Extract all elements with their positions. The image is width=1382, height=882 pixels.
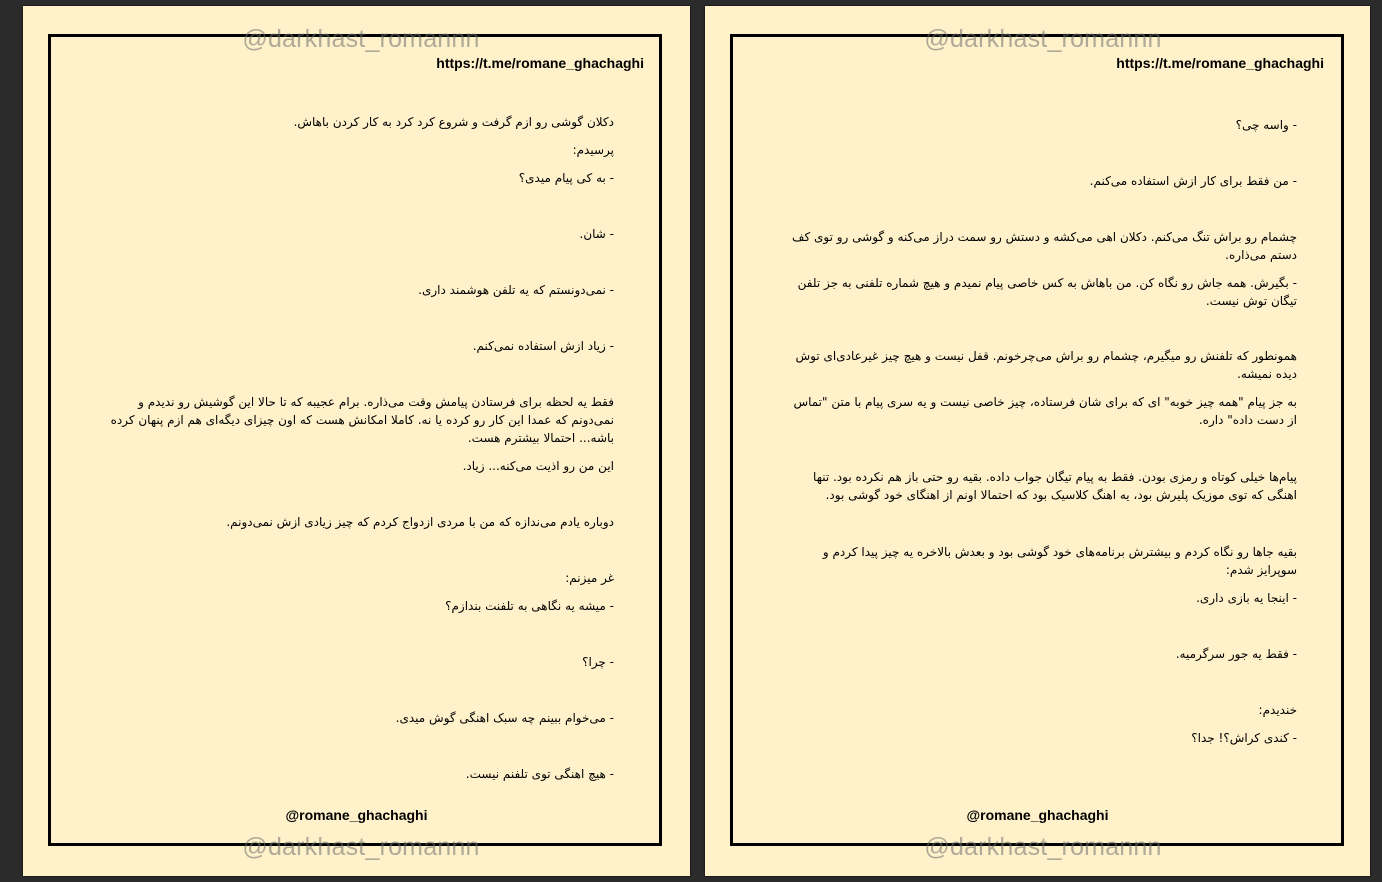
paragraph: - هیچ اهنگی توی تلفنم نیست.	[465, 767, 614, 781]
left-page	[23, 6, 690, 876]
paragraph: - شان.	[579, 227, 614, 241]
paragraph: دوباره یادم می‌ندازه که من با مردی ازدواج کردم که چیز زیادی ازش نمی‌دونم.	[226, 515, 614, 529]
paragraph: غر میزنم:	[565, 571, 614, 585]
watermark-top: @darkhast_romannn	[242, 25, 480, 53]
paragraph: پیام‌ها خیلی کوتاه و رمزی بودن. فقط به پیام تیگان جواب داده. بقیه رو حتی باز هم نکرده بود. تنها اهنگی که توی موزیک پلیرش بود، یه اهنگ کلاسیک بود که احتمالا اونم از اهنگای خود گوشی بود.	[813, 470, 1297, 502]
right-page	[705, 6, 1370, 876]
paragraph: خندیدم:	[1258, 703, 1297, 717]
paragraph: - زیاد ازش استفاده نمی‌کنم.	[472, 339, 614, 353]
watermark-bottom: @darkhast_romannn	[242, 833, 480, 861]
paragraph: دکلان گوشی رو ازم گرفت و شروع کرد کرد به کار کردن باهاش.	[293, 115, 614, 129]
paragraph: - واسه چی؟	[1235, 118, 1297, 132]
paragraph: - چرا؟	[582, 655, 614, 669]
paragraph: بقیه جاها رو نگاه کردم و بیشترش برنامه‌های خود گوشی بود و بعدش بالاخره یه چیز پیدا کردم و سوپرایز شدم:	[822, 545, 1297, 577]
paragraph: - من فقط برای کار ازش استفاده می‌کنم.	[1089, 174, 1297, 188]
paragraph: - می‌خوام ببینم چه سبک اهنگی گوش میدی.	[395, 711, 614, 725]
paragraph: - بگیرش. همه جاش رو نگاه کن. من باهاش به کس خاصی پیام نمیدم و هیچ شماره تلفنی به جز تلفن تیگان توش نیست.	[797, 276, 1297, 308]
paragraph: فقط یه لحظه برای فرستادن پیامش وقت می‌ذاره. برام عجیبه که تا حالا این گوشیش رو ندیدم و نمی‌دونم که عمدا این کار رو کرده یا نه. کاملا امکانش هست که اون چیزای دیگه‌ای هم ازم پنهان کرده باشه... احتمالا بیشترم هست.	[110, 395, 614, 445]
page-border	[730, 34, 1344, 846]
paragraph: به جز پیام "همه چیز خوبه" ای که برای شان فرستاده، چیز خاصی نیست و یه سری پیام با متن "تماس از دست داده" داره.	[793, 395, 1297, 427]
paragraph: - فقط یه جور سرگرمیه.	[1175, 647, 1297, 661]
paragraph: - نمی‌دونستم که یه تلفن هوشمند داری.	[418, 283, 614, 297]
watermark-bottom: @darkhast_romannn	[924, 833, 1162, 861]
channel-link[interactable]: https://t.me/romane_ghachaghi	[1116, 55, 1324, 71]
paragraph: - اینجا یه بازی داری.	[1196, 591, 1297, 605]
paragraph: - میشه یه نگاهی به تلفنت بندازم؟	[445, 599, 614, 613]
paragraph: این من رو اذیت می‌کنه... زیاد.	[462, 459, 614, 473]
paragraph: - کندی کراش؟! جدا؟	[1191, 731, 1297, 745]
paragraph: همونطور که تلفنش رو میگیرم، چشمام رو براش می‌چرخونم. قفل نیست و هیچ چیز غیرعادی‌ای توش دیده نمیشه.	[795, 349, 1297, 381]
paragraph: چشمام رو براش تنگ می‌کنم. دکلان اهی می‌کشه و دستش رو سمت دراز می‌کنه و گوشی رو توی کف دستم می‌ذاره.	[792, 230, 1297, 262]
channel-link[interactable]: https://t.me/romane_ghachaghi	[436, 55, 644, 71]
paragraph: - به کی پیام میدی؟	[518, 171, 614, 185]
page-footer: @romane_ghachaghi	[966, 807, 1109, 823]
page-footer: @romane_ghachaghi	[285, 807, 428, 823]
paragraph: پرسیدم:	[572, 143, 614, 157]
watermark-top: @darkhast_romannn	[924, 25, 1162, 53]
